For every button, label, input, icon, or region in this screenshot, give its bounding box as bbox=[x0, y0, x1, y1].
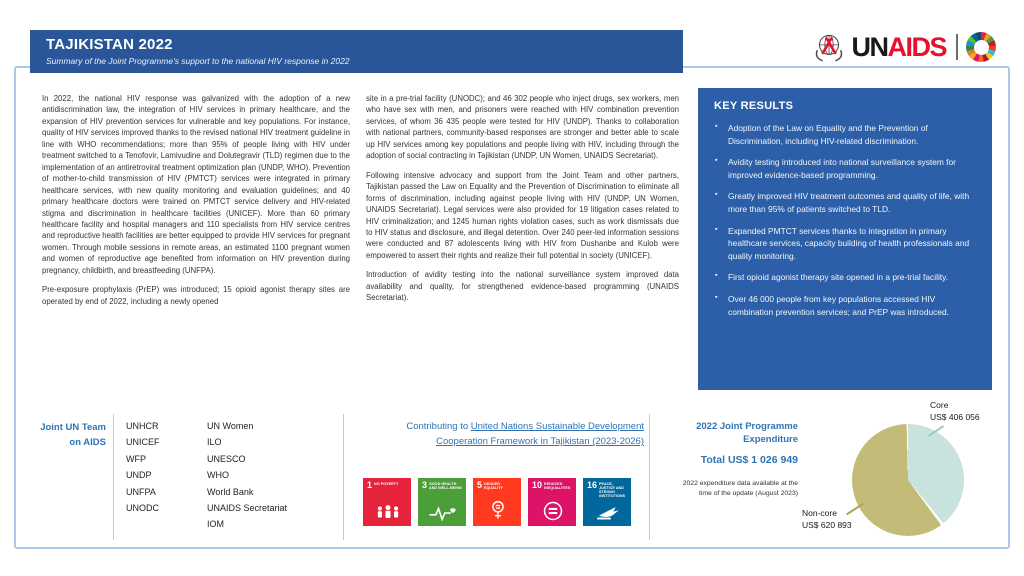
sdg-5-gender-symbol-icon bbox=[486, 500, 510, 522]
sdg-title: GENDER EQUALITY bbox=[484, 482, 503, 491]
sdg-title: NO POVERTY bbox=[374, 482, 399, 486]
expenditure-title: 2022 Joint Programme Expenditure bbox=[696, 421, 798, 446]
sdg-16-dove-icon bbox=[593, 504, 623, 522]
agency-item: UN Women bbox=[207, 421, 254, 431]
sdg-1-no-poverty-tile bbox=[363, 478, 411, 526]
agency-item: World Bank bbox=[207, 486, 254, 497]
sdg-10-equality-icon bbox=[541, 500, 565, 522]
sdg-wheel-icon bbox=[966, 32, 996, 62]
sdg-3-heartbeat-icon bbox=[428, 504, 458, 522]
sdg-number: 3 bbox=[422, 480, 428, 490]
paragraph: In 2022, the national HIV response was galvanized with the adoption of a new antidiscrimination law, the integration of HIV services in primary healthcare, and the expansion of HIV prevention services for vulnerable and key populations. For instance, quality of HIV services improved thanks to the revised national HIV treatment guideline in line with WHO recommendations; more than 95% of people living with HIV under treatment switched to a Tenofovir, Lamivudine and Dolutegravir (TLD) regimen due to the implementation of an antiretroviral treatment optimization plan (UNDP, WHO). Prevention of mother-to-child transmission of HIV (PMTCT) services were integrated in primary healthcare services, with new quality monitoring and evaluation guidelines; and 40 primary healthcare doctors were trained on PMTCT service delivery and HIV-related stigma and discrimination in healthcare facilities (UNICEF). More than 60 primary healthcare facility and hospital managers and 110 specialists from HIV service centres and reproductive health facilities are better equipped to provide HIV services for pregnant women. Through mobile sessions in remote areas, an estimated 1100 pregnant women and women of reproductive age benefited from information on HIV prevention during pregnancy, childbirth, and breastfeeding (UNFPA). bbox=[42, 94, 350, 275]
core-value: US$ 406 056 bbox=[930, 412, 980, 423]
agency-item: UNFPA bbox=[126, 486, 156, 497]
agency-list-col1 bbox=[126, 418, 160, 516]
key-result-item: ▪ Expanded PMTCT services thanks to integration in primary healthcare services, capacity building of health professionals and quality monitoring. bbox=[714, 225, 976, 263]
sdg-number: 16 bbox=[587, 480, 598, 490]
agency-item: UNODC bbox=[126, 503, 159, 514]
contributing-framework-text bbox=[352, 419, 644, 449]
contributing-prefix: Contributing to bbox=[406, 421, 471, 432]
agency-list-col2 bbox=[207, 418, 287, 533]
sdg-title: REDUCED INEQUALITIES bbox=[544, 482, 571, 491]
agency-item: UNDP bbox=[126, 470, 152, 481]
expenditure-total: Total US$ 1 026 949 bbox=[700, 453, 798, 466]
cooperation-framework-link[interactable]: United Nations Sustainable Development Cooperation Framework in Tajikistan (2023-2026) bbox=[436, 421, 644, 448]
footer-divider bbox=[113, 414, 114, 540]
expenditure-block bbox=[652, 420, 798, 499]
title-banner bbox=[30, 30, 683, 73]
sdg-title: PEACE, JUSTICE AND STRONG INSTITUTIONS bbox=[599, 482, 626, 499]
key-results-panel bbox=[698, 88, 992, 390]
agency-item: ILO bbox=[207, 437, 222, 448]
footer-divider bbox=[649, 414, 650, 540]
paragraph: Pre-exposure prophylaxis (PrEP) was introduced; 15 opioid agonist therapy sites are operated by end of 2022, including a newly opened bbox=[42, 285, 350, 306]
expenditure-note: 2022 expenditure data available at the time of the update (August 2023) bbox=[682, 479, 798, 497]
agency-item: UNHCR bbox=[126, 421, 159, 431]
pie-label-core bbox=[930, 399, 980, 424]
sdg-number: 10 bbox=[532, 480, 543, 490]
agency-item: UNICEF bbox=[126, 437, 160, 448]
sdg-1-people-icon bbox=[373, 504, 403, 522]
expenditure-pie-chart bbox=[852, 424, 964, 536]
sdg-10-reduced-inequalities-tile bbox=[528, 478, 576, 526]
sdg-icon-row bbox=[363, 478, 631, 526]
sdg-number: 5 bbox=[477, 480, 483, 490]
sdg-3-good-health-tile bbox=[418, 478, 466, 526]
joint-un-team-label: Joint UN Team on AIDS bbox=[40, 422, 106, 449]
core-label: Core bbox=[930, 400, 949, 410]
un-text: UN bbox=[851, 31, 888, 62]
page-title: TAJIKISTAN 2022 bbox=[46, 36, 173, 53]
unaids-logo bbox=[811, 27, 996, 67]
body-column-left bbox=[42, 93, 350, 315]
un-emblem-ribbon-icon bbox=[811, 29, 847, 65]
sdg-16-peace-justice-tile bbox=[583, 478, 631, 526]
paragraph: Introduction of avidity testing into the national surveillance system improved data availability and quality, for strengthened evidence-based programming (UNAIDS Secretariat). bbox=[366, 270, 679, 303]
key-result-item: ▪ Avidity testing introduced into national surveillance system for improved evidence-based programming. bbox=[714, 156, 976, 181]
key-result-item: ▪ First opioid agonist therapy site opened in a pre-trial facility. bbox=[714, 271, 976, 284]
agency-item: UNAIDS Secretariat bbox=[207, 503, 288, 514]
agency-item: WHO bbox=[207, 470, 229, 481]
aids-text: AIDS bbox=[887, 31, 946, 62]
key-result-item: ▪ Greatly improved HIV treatment outcomes and quality of life, with more than 95% of patients switched to TLD. bbox=[714, 190, 976, 215]
agency-item: WFP bbox=[126, 453, 146, 464]
page-subtitle: Summary of the Joint Programme's support to the national HIV response in 2022 bbox=[46, 56, 350, 66]
sdg-5-gender-equality-tile bbox=[473, 478, 521, 526]
sdg-title: GOOD HEALTH AND WELL-BEING bbox=[429, 482, 462, 491]
paragraph: Following intensive advocacy and support from the Joint Team and other partners, Tajikistan passed the Law on Equality and the Prevention of Discrimination to eliminate all forms of discrimination, including against people living with HIV (UNDP, UN Women, UNAIDS Secretariat). Legal services were also provided for 19 litigation cases related to HIV criminalization; and 1245 human rights violation cases, such as work dismissals due to HIV status and disclosure, and illegal detention. Over 240 peer-led information sessions were conducted and 87 adolescents living with HIV from Dushanbe and Kulob were empowered to assert their rights and realize their full potential in society (UNICEF). bbox=[366, 170, 679, 260]
key-results-title: KEY RESULTS bbox=[714, 100, 794, 112]
footer-divider bbox=[343, 414, 344, 540]
key-result-item: ▪ Over 46 000 people from key populations accessed HIV combination prevention services; and PrEP was introduced. bbox=[714, 293, 976, 318]
key-result-item: ▪ Adoption of the Law on Equality and the Prevention of Discrimination, including HIV-related discrimination. bbox=[714, 122, 976, 147]
agency-item: IOM bbox=[207, 519, 224, 530]
agency-item: UNESCO bbox=[207, 453, 246, 464]
paragraph: site in a pre-trial facility (UNODC); and 46 302 people who inject drugs, sex workers, men who have sex with men, and prisoners were reached with HIV combination prevention services, of whom 36 435 people were tested for HIV (UNDP). Thanks to collaboration with national partners, community-based responses are stronger and better able to scale up HIV services among key populations and people living with HIV, including through the adoption of social contracting in Tajikistan (UNDP, UN Women, UNAIDS Secretariat). bbox=[366, 94, 679, 161]
sdg-number: 1 bbox=[367, 480, 373, 490]
body-column-right bbox=[366, 93, 679, 312]
noncore-label: Non-core bbox=[802, 508, 837, 518]
key-results-list bbox=[714, 122, 976, 318]
noncore-value: US$ 620 893 bbox=[802, 520, 852, 531]
logo-separator bbox=[956, 34, 958, 60]
pie-label-noncore bbox=[802, 507, 852, 532]
unaids-wordmark bbox=[851, 31, 946, 62]
